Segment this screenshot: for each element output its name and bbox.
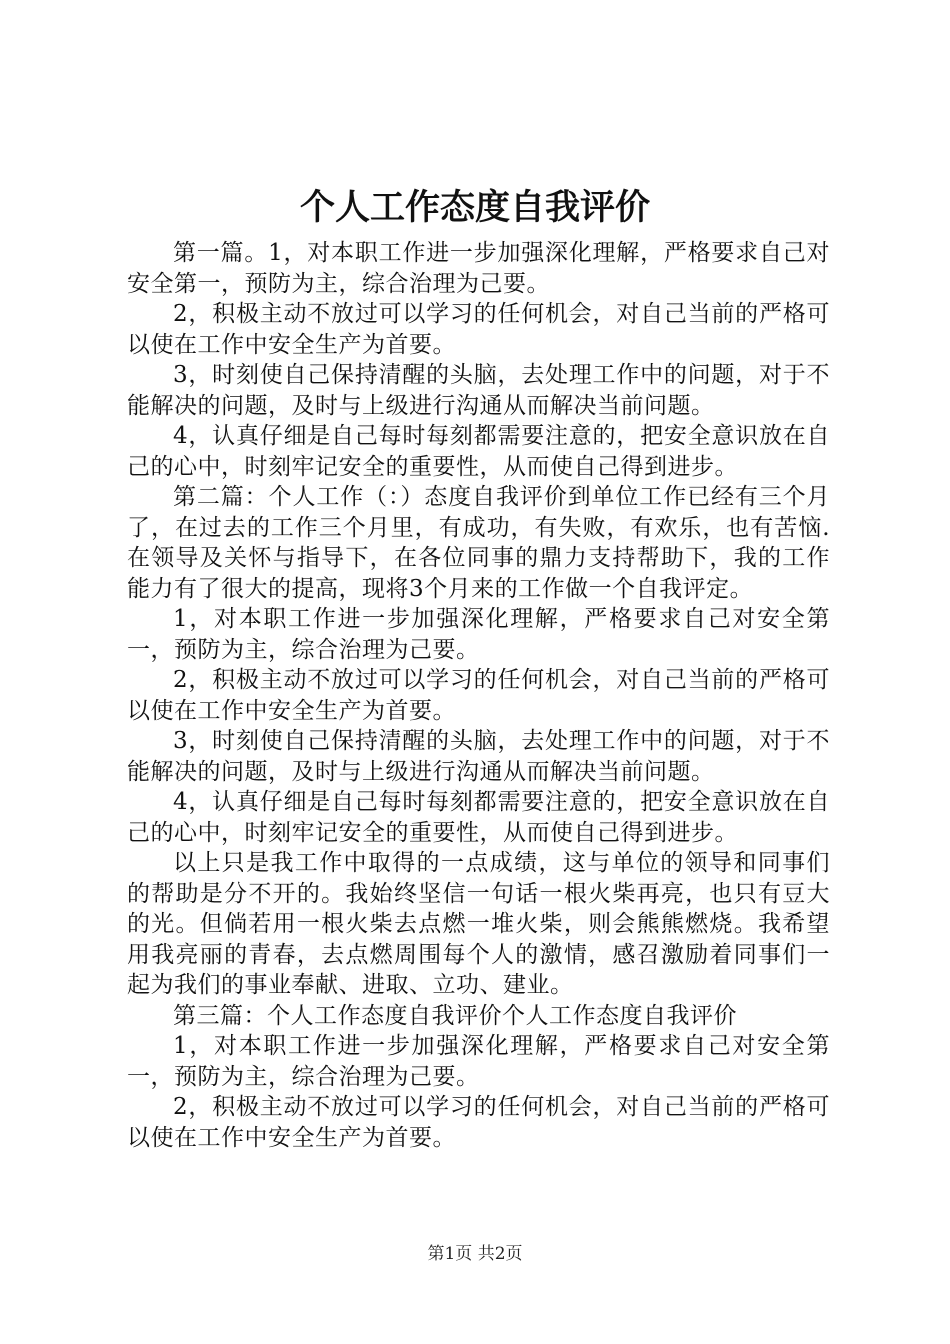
paragraph: 1，对本职工作进一步加强深化理解，严格要求自己对安全第一，预防为主，综合治理为己要。 — [127, 1033, 830, 1090]
document-body — [127, 238, 830, 1153]
paragraph: 2，积极主动不放过可以学习的任何机会，对自己当前的严格可以使在工作中安全生产为首要。 — [127, 1094, 830, 1151]
page-indicator: 第1页 共2页 — [427, 1244, 523, 1264]
paragraph: 3，时刻使自己保持清醒的头脑，去处理工作中的问题，对于不能解决的问题，及时与上级进行沟通从而解决当前问题。 — [127, 362, 830, 419]
paragraph: 1，对本职工作进一步加强深化理解，严格要求自己对安全第一，预防为主，综合治理为己要。 — [127, 606, 830, 663]
paragraph: 第二篇：个人工作（：）态度自我评价到单位工作已经有三个月了，在过去的工作三个月里，有成功，有失败，有欢乐，也有苦恼.在领导及关怀与指导下，在各位同事的鼎力支持帮助下，我的工作能力有了很大的提高，现将3个月来的工作做一个自我评定。 — [127, 484, 830, 602]
page-footer — [0, 1242, 950, 1266]
document-title: 个人工作态度自我评价 — [299, 187, 650, 228]
paragraph: 4，认真仔细是自己每时每刻都需要注意的，把安全意识放在自己的心中，时刻牢记安全的重要性，从而使自己得到进步。 — [127, 789, 830, 846]
paragraph: 2，积极主动不放过可以学习的任何机会，对自己当前的严格可以使在工作中安全生产为首要。 — [127, 667, 830, 724]
paragraph: 4，认真仔细是自己每时每刻都需要注意的，把安全意识放在自己的心中，时刻牢记安全的重要性，从而使自己得到进步。 — [127, 423, 830, 480]
paragraph: 2，积极主动不放过可以学习的任何机会，对自己当前的严格可以使在工作中安全生产为首要。 — [127, 301, 830, 358]
paragraph: 第三篇：个人工作态度自我评价个人工作态度自我评价 — [173, 1002, 737, 1029]
paragraph: 第一篇。1，对本职工作进一步加强深化理解，严格要求自己对安全第一，预防为主，综合治理为己要。 — [127, 240, 830, 297]
paragraph: 以上只是我工作中取得的一点成绩，这与单位的领导和同事们的帮助是分不开的。我始终坚信一句话一根火柴再亮，也只有豆大的光。但倘若用一根火柴去点燃一堆火柴，则会熊熊燃烧。我希望用我亮丽的青春，去点燃周围每个人的激情，感召激励着同事们一起为我们的事业奉献、进取、立功、建业。 — [127, 850, 830, 998]
paragraph: 3，时刻使自己保持清醒的头脑，去处理工作中的问题，对于不能解决的问题，及时与上级进行沟通从而解决当前问题。 — [127, 728, 830, 785]
